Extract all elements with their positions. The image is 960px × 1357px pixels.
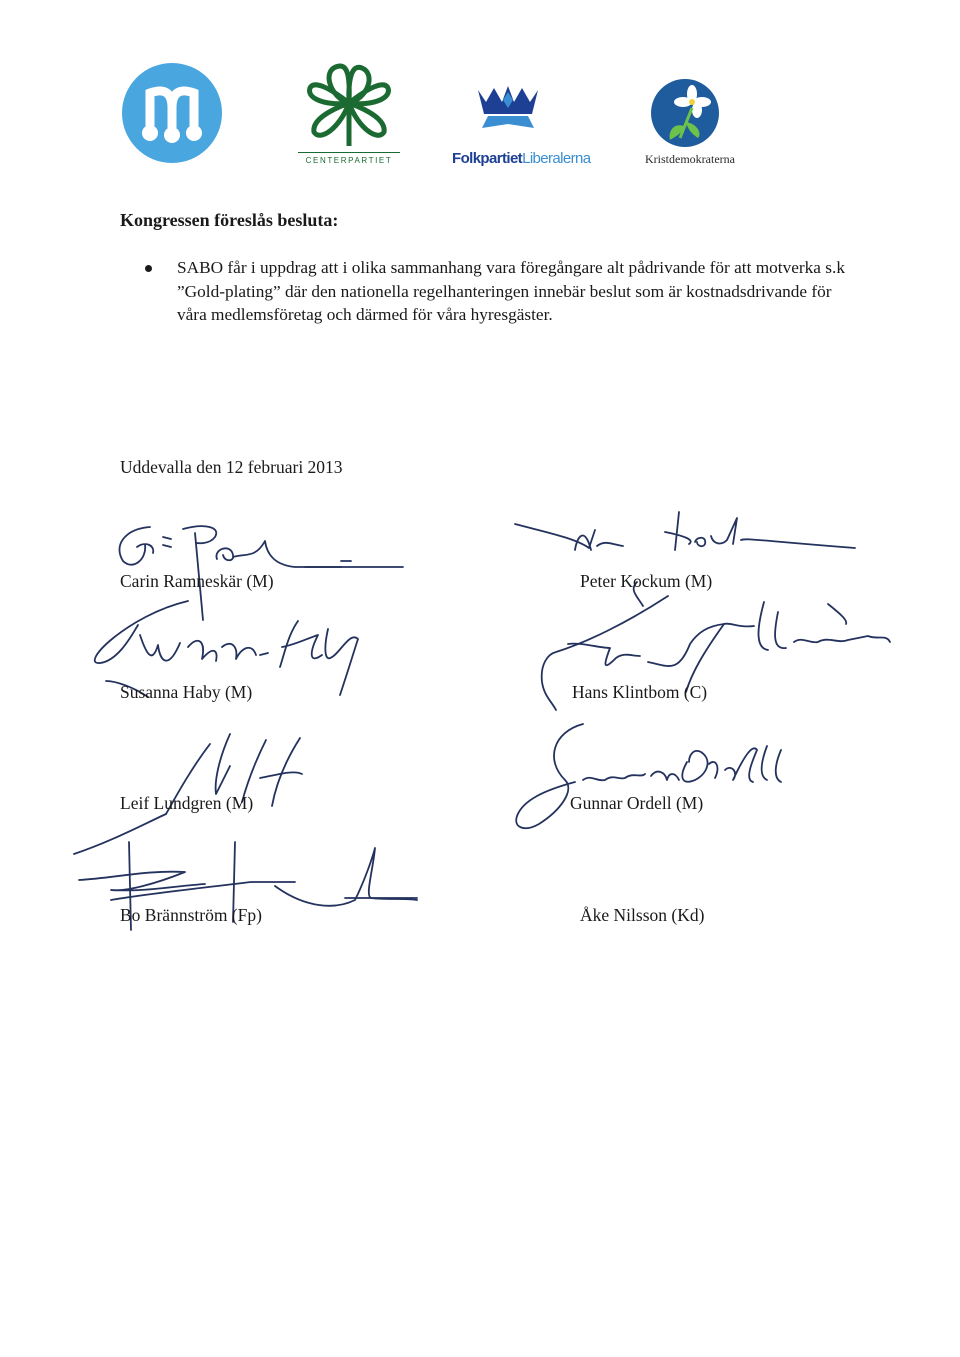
- folkpartiet-wordmark-light: Liberalerna: [522, 150, 591, 167]
- proposal-bullet: SABO får i uppdrag att i olika sammanhang vara föregångare alt pådrivande för att motverka s.k ”Gold-plating” där den nationella regelhanteringen innebär beslut som är kostnadsdrivande för våra medlemsföretag och därmed för våra hyresgäster.: [177, 258, 845, 324]
- signatory-name-leif-lundgren: Leif Lundgren (M): [120, 793, 254, 813]
- centerpartiet-logo: [290, 58, 408, 170]
- signature-gunnar-ordell: [505, 720, 805, 835]
- centerpartiet-wordmark: CENTERPARTIET: [305, 156, 393, 165]
- signatory-name-susanna-haby: Susanna Haby (M): [120, 682, 253, 702]
- signatory-name-bo-brannstrom: Bo Brännström (Fp): [120, 905, 262, 925]
- proposal-heading: Kongressen föreslås besluta:: [120, 210, 339, 230]
- folkpartiet-wordmark-bold: Folkpartiet: [452, 150, 523, 167]
- moderaterna-logo: [122, 63, 222, 163]
- place-and-date: Uddevalla den 12 februari 2013: [120, 457, 343, 477]
- bullet-marker: [145, 265, 152, 272]
- folkpartiet-logo: [448, 80, 593, 170]
- signatory-name-hans-klintbom: Hans Klintbom (C): [572, 682, 708, 702]
- signatory-name-ake-nilsson: Åke Nilsson (Kd): [580, 905, 705, 925]
- signatory-name-peter-kockum: Peter Kockum (M): [580, 571, 713, 591]
- folkpartiet-wordmark: [452, 150, 591, 167]
- kristdemokraterna-logo: [640, 76, 740, 176]
- kristdemokraterna-wordmark: Kristdemokraterna: [645, 152, 735, 166]
- centerpartiet-rule: [298, 152, 400, 153]
- signatory-name-gunnar-ordell: Gunnar Ordell (M): [570, 793, 704, 813]
- signatory-name-carin-ramneskar: Carin Ramneskär (M): [120, 571, 274, 591]
